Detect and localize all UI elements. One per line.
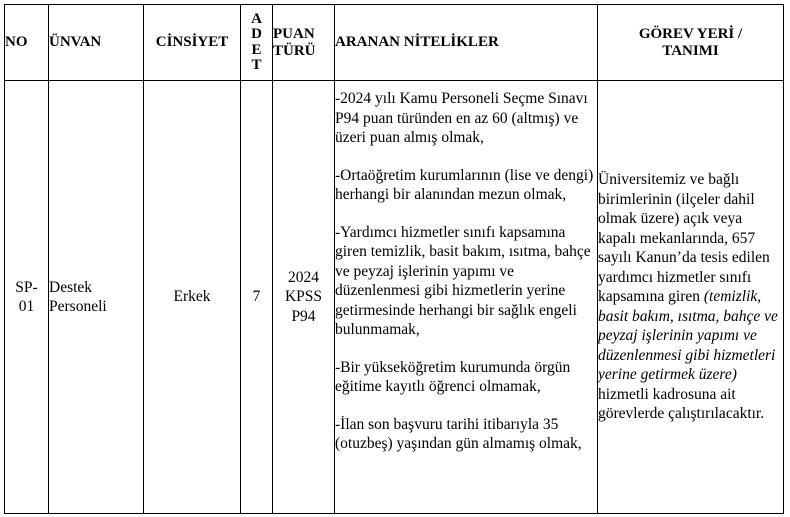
header-puan-line2: TÜRÜ xyxy=(273,42,316,59)
puan-line3: P94 xyxy=(291,307,316,325)
cell-aranan-nitelikler xyxy=(335,81,598,514)
table-row xyxy=(5,81,784,514)
header-aranan-nitelikler: ARANAN NİTELİKLER xyxy=(335,5,598,81)
requirement-item: -İlan son başvuru tarihi itibarıyla 35 (otuzbeş) yaşından gün almamış olmak, xyxy=(335,415,582,452)
no-line2: 01 xyxy=(18,298,35,315)
header-gorev-yeri xyxy=(598,5,784,81)
gorev-text-italic: (temizlik, basit bakım, ısıtma, bahçe ve peyzaj işlerinin yapımı ve düzenlenmesi gibi hizmetleri yerine getirmek üzere) xyxy=(598,288,778,384)
cell-no xyxy=(5,81,49,514)
header-adet-letter: D xyxy=(251,26,262,42)
header-adet-letter: E xyxy=(251,41,262,58)
gorev-text-after: hizmetli kadrosuna ait görevlerde çalıştırılacaktır. xyxy=(598,385,765,423)
requirement-item: -Yardımcı hizmetler sınıfı kapsamına giren temizlik, basit bakım, ısıtma, bahçe ve peyzaj işlerinin yapımı ve düzenlenmesi gibi hizmetlerin yerine getirmesinde herhangi bir sağlık engeli bulunmamak, xyxy=(335,223,591,338)
header-gorev-line2: TANIMI xyxy=(662,42,719,59)
header-adet-letter: A xyxy=(251,10,262,27)
header-row xyxy=(5,5,784,81)
requirement-item: -2024 yılı Kamu Personeli Seçme Sınavı P94 puan türünden en az 60 (altmış) ve üzeri puan almış olmak, xyxy=(335,90,588,146)
header-no: NO xyxy=(5,5,49,81)
header-gorev-line1: GÖREV YERİ / xyxy=(638,25,743,42)
header-unvan: ÜNVAN xyxy=(49,5,144,81)
unvan-line1: Destek xyxy=(49,278,93,296)
header-adet xyxy=(241,5,273,81)
job-posting-table xyxy=(4,4,784,514)
puan-line1: 2024 xyxy=(288,268,319,286)
cell-gorev-yeri xyxy=(598,81,784,514)
header-puan-line1: PUAN xyxy=(273,25,315,42)
requirement-item: -Ortaöğretim kurumlarının (lise ve dengi) herhangi bir alanından mezun olmak, xyxy=(335,166,594,203)
puan-line2: KPSS xyxy=(284,288,323,306)
cell-puan-turu xyxy=(273,81,335,514)
header-cinsiyet: CİNSİYET xyxy=(144,5,241,81)
unvan-line2: Personeli xyxy=(49,298,107,315)
cell-cinsiyet: Erkek xyxy=(144,81,241,514)
requirement-item: -Bir yükseköğretim kurumunda örgün eğitime kayıtlı öğrenci olmamak, xyxy=(335,358,571,395)
header-puan-turu xyxy=(273,5,335,81)
gorev-text-before: Üniversitemiz ve bağlı birimlerinin (ilçeler dahil olmak üzere) açık veya kapalı mekanlarında, 657 sayılı Kanun’da tesis edilen yardımcı hizmetler sınıfı kapsamına giren xyxy=(598,171,770,306)
no-line1: SP- xyxy=(15,278,38,296)
cell-unvan xyxy=(49,81,144,514)
header-adet-letter: T xyxy=(251,57,262,73)
cell-adet: 7 xyxy=(241,81,273,514)
